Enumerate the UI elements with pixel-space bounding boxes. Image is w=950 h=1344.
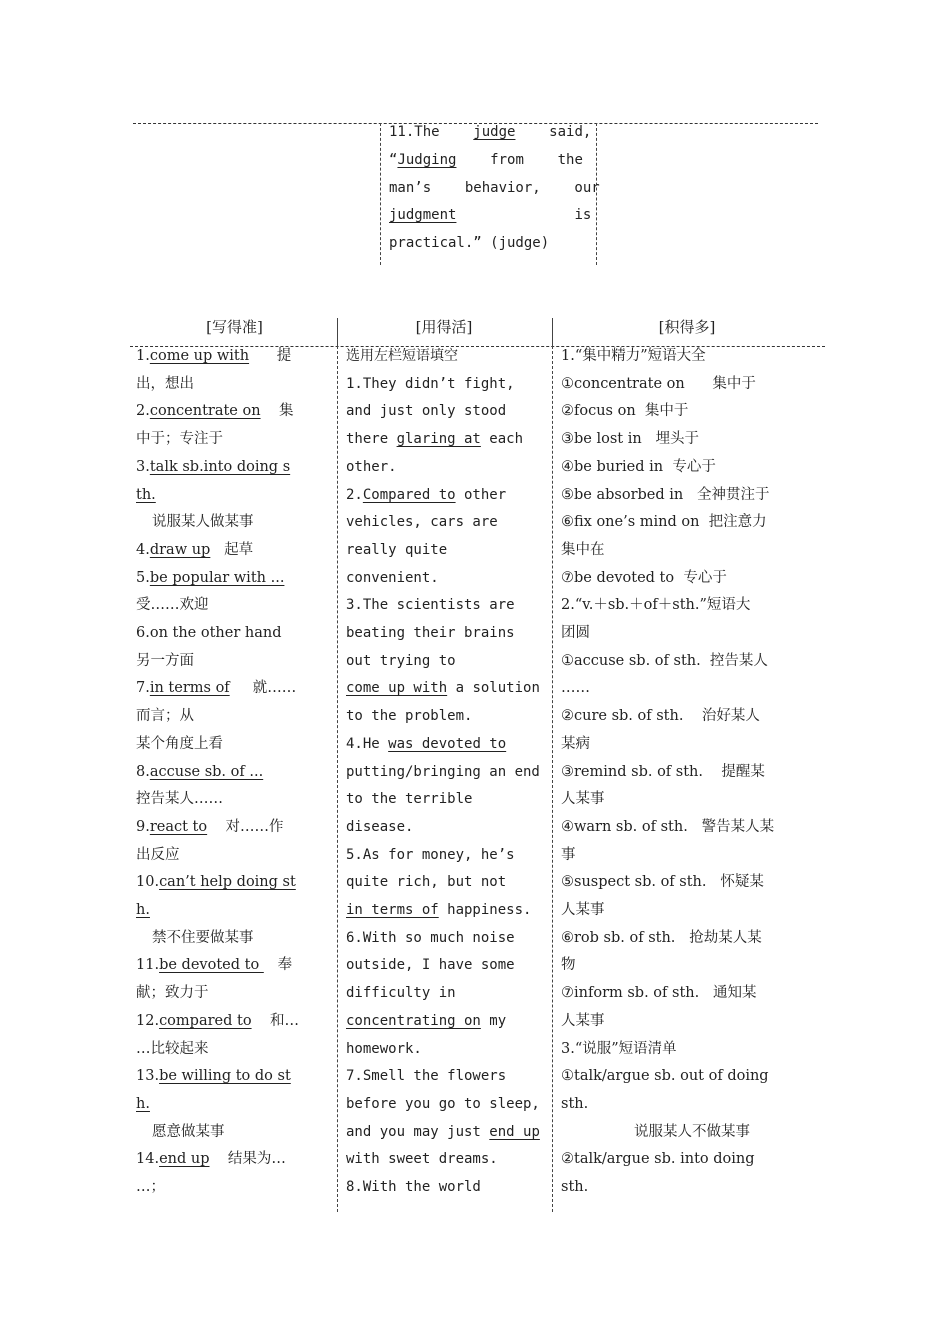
text-segment: 团圆 xyxy=(561,625,590,642)
text-segment: out trying to xyxy=(346,652,456,669)
text-segment: 人某事 xyxy=(561,902,605,919)
text-line xyxy=(561,1036,823,1064)
text-line xyxy=(136,1008,332,1036)
text-line xyxy=(136,454,332,482)
text-line xyxy=(561,869,823,897)
text-line xyxy=(561,592,823,620)
text-line xyxy=(136,592,332,620)
text-line xyxy=(346,786,548,814)
text-segment: 5. xyxy=(136,569,150,586)
text-segment: 献；致力于 xyxy=(136,985,209,1002)
answer-blank: be devoted to xyxy=(159,957,264,974)
header-col3: [积得多] xyxy=(658,318,716,336)
text-segment: quite rich, but not xyxy=(346,874,507,891)
text-segment: 4. xyxy=(136,541,150,558)
text-line xyxy=(136,675,332,703)
text-line xyxy=(346,1174,548,1202)
text-line xyxy=(561,759,823,787)
text-segment: 人某事 xyxy=(561,791,605,808)
text-line xyxy=(346,648,548,676)
text-line xyxy=(346,1036,548,1064)
text-line xyxy=(561,731,823,759)
text-segment: 禁不住要做某事 xyxy=(152,929,254,946)
text-segment: 14. xyxy=(136,1151,160,1168)
text-segment: there xyxy=(346,431,397,448)
text-line xyxy=(346,592,548,620)
text-segment: 2. xyxy=(136,403,150,420)
text-segment: vehicles, cars are xyxy=(346,514,498,531)
answer-blank: was devoted to xyxy=(388,735,507,752)
text-segment: 说服某人不做某事 xyxy=(634,1123,750,1140)
text-line xyxy=(561,842,823,870)
text-segment: 集中在 xyxy=(561,541,605,558)
text-segment: 中于；专注于 xyxy=(136,431,223,448)
text-line xyxy=(136,925,332,953)
text-segment: 10. xyxy=(136,874,160,891)
text-line xyxy=(561,620,823,648)
column-divider-2-body xyxy=(552,346,553,1212)
text-segment: to the terrible xyxy=(346,791,473,808)
answer-blank: concentrate on xyxy=(149,403,261,420)
text-segment: ④warn sb. of sth. 警告某人某 xyxy=(561,818,775,835)
text-segment: sth. xyxy=(561,1179,589,1196)
text-segment: and just only stood xyxy=(346,403,507,420)
text-segment: 提 xyxy=(249,348,292,364)
text-segment: …比较起来 xyxy=(136,1040,209,1057)
text-segment: 7.Smell the flowers xyxy=(346,1068,507,1085)
text-line xyxy=(136,1174,332,1202)
text-line xyxy=(136,648,332,676)
text-segment: 1. xyxy=(136,348,150,364)
text-segment: to the problem. xyxy=(346,708,473,725)
text-line xyxy=(561,897,823,925)
text-segment: 5.As for money, he’s xyxy=(346,846,515,863)
text-line xyxy=(346,952,548,980)
text-segment: 而言；从 xyxy=(136,708,194,725)
text-segment: ③be lost in 埋头于 xyxy=(561,431,700,448)
text-line xyxy=(561,1119,823,1147)
answer-blank: draw up xyxy=(149,541,211,558)
text-line xyxy=(561,786,823,814)
text-segment: other. xyxy=(346,458,397,475)
answer-blank: judge xyxy=(473,124,516,140)
text-line xyxy=(561,371,823,399)
text-segment: 8.With the world xyxy=(346,1179,481,1196)
text-segment: “ xyxy=(389,151,398,168)
text-line xyxy=(346,842,548,870)
text-line xyxy=(136,980,332,1008)
text-segment: from the xyxy=(456,151,583,168)
text-segment: ①talk/argue sb. out of doing xyxy=(561,1068,769,1085)
text-line xyxy=(346,925,548,953)
top-box-left-border xyxy=(380,123,381,265)
text-line xyxy=(346,703,548,731)
text-line xyxy=(136,1063,332,1091)
text-line xyxy=(136,620,332,648)
answer-blank: judgment xyxy=(389,207,457,224)
text-segment: …； xyxy=(136,1179,165,1196)
text-line xyxy=(346,565,548,593)
answer-blank: react to xyxy=(149,818,208,835)
text-segment: ⑥rob sb. of sth. 抢劫某人某 xyxy=(561,929,762,946)
text-line xyxy=(561,675,823,703)
text-line xyxy=(346,1091,548,1119)
text-segment: man’s behavior, our xyxy=(389,179,600,196)
text-line xyxy=(346,731,548,759)
text-line xyxy=(561,398,823,426)
answer-blank: can’t help doing st xyxy=(159,874,296,891)
text-segment: 事 xyxy=(561,846,576,863)
text-line xyxy=(389,147,589,175)
text-segment: ②cure sb. of sth. 治好某人 xyxy=(561,708,760,725)
answer-blank: Judging xyxy=(397,151,457,168)
text-segment: 11.The xyxy=(389,124,474,140)
text-segment: sth. xyxy=(561,1095,589,1112)
text-segment: each xyxy=(480,431,524,448)
text-segment: 愿意做某事 xyxy=(152,1123,225,1140)
text-segment: 奉 xyxy=(263,957,293,974)
text-segment: 6.With so much noise xyxy=(346,929,515,946)
text-line xyxy=(136,398,332,426)
text-line xyxy=(561,1146,823,1174)
text-segment: 3. xyxy=(136,458,150,475)
text-line xyxy=(561,952,823,980)
text-line xyxy=(136,1119,332,1147)
text-segment: ⑥fix one’s mind on 把注意力 xyxy=(561,514,767,531)
text-line xyxy=(389,230,589,258)
text-line xyxy=(136,759,332,787)
text-line xyxy=(346,454,548,482)
text-line xyxy=(561,537,823,565)
text-line xyxy=(561,343,823,371)
text-line xyxy=(346,1008,548,1036)
text-segment: 另一方面 xyxy=(136,652,194,669)
text-segment: happiness. xyxy=(438,902,532,919)
answer-blank: h. xyxy=(136,902,150,919)
text-segment: with sweet dreams. xyxy=(346,1151,498,1168)
text-line xyxy=(561,814,823,842)
text-segment: ③remind sb. of sth. 提醒某 xyxy=(561,763,765,780)
text-segment: and you may just xyxy=(346,1123,490,1140)
text-line xyxy=(346,620,548,648)
header-col2: [用得活] xyxy=(415,318,473,336)
text-line xyxy=(561,454,823,482)
text-line xyxy=(136,1091,332,1119)
text-line xyxy=(561,648,823,676)
text-segment: ②talk/argue sb. into doing xyxy=(561,1151,755,1168)
text-line xyxy=(346,869,548,897)
text-segment: 和… xyxy=(251,1012,299,1029)
text-segment: 就…… xyxy=(229,680,297,697)
text-line xyxy=(346,1119,548,1147)
text-segment: 2. xyxy=(346,486,363,503)
text-segment: 12. xyxy=(136,1012,160,1029)
text-segment: 结果为… xyxy=(209,1151,286,1168)
text-line xyxy=(136,786,332,814)
text-segment: 2.“v.＋sb.＋of＋sth.”短语大 xyxy=(561,597,751,614)
text-segment: 1.They didn’t fight, xyxy=(346,375,515,392)
text-segment: before you go to sleep, xyxy=(346,1095,540,1112)
text-segment: my xyxy=(480,1012,507,1029)
text-line xyxy=(136,482,332,510)
text-line xyxy=(346,897,548,925)
text-line xyxy=(561,925,823,953)
text-line xyxy=(561,1008,823,1036)
text-line xyxy=(136,814,332,842)
text-segment: ⑤suspect sb. of sth. 怀疑某 xyxy=(561,874,764,891)
text-segment: 起草 xyxy=(210,541,254,558)
text-segment: ⑤be absorbed in 全神贯注于 xyxy=(561,486,770,503)
answer-blank: end up xyxy=(159,1151,210,1168)
text-segment: disease. xyxy=(346,818,414,835)
text-line xyxy=(136,1036,332,1064)
text-line xyxy=(561,565,823,593)
text-segment: 出反应 xyxy=(136,846,180,863)
text-segment: ②focus on 集中于 xyxy=(561,403,689,420)
text-line xyxy=(136,509,332,537)
text-segment: 6.on the other hand xyxy=(136,625,282,642)
answer-blank: glaring at xyxy=(396,431,481,448)
text-line xyxy=(561,1174,823,1202)
column-divider-1-body xyxy=(337,346,338,1212)
text-line xyxy=(346,1063,548,1091)
text-line xyxy=(346,814,548,842)
text-line xyxy=(561,980,823,1008)
text-segment: beating their brains xyxy=(346,625,515,642)
text-line xyxy=(389,202,592,230)
text-segment: ④be buried in 专心于 xyxy=(561,458,716,475)
text-line xyxy=(136,869,332,897)
answer-blank: h. xyxy=(136,1095,150,1112)
text-segment: 1.“集中精力”短语大全 xyxy=(561,348,706,364)
text-line xyxy=(346,482,548,510)
answer-blank: be willing to do st xyxy=(159,1068,291,1085)
column-accumulate-more xyxy=(561,343,823,1202)
text-line xyxy=(346,759,548,787)
text-segment: really quite xyxy=(346,541,448,558)
text-line xyxy=(136,426,332,454)
text-line xyxy=(389,119,592,147)
text-segment: 集 xyxy=(260,403,294,420)
text-segment: 9. xyxy=(136,818,150,835)
text-segment: 选用左栏短语填空 xyxy=(346,348,458,364)
answer-blank: come up with xyxy=(149,348,250,364)
text-segment: 人某事 xyxy=(561,1012,605,1029)
text-segment: 某病 xyxy=(561,735,590,752)
answer-blank: compared to xyxy=(159,1012,252,1029)
text-segment: 11. xyxy=(136,957,160,974)
answer-blank: in terms of xyxy=(149,680,230,697)
text-segment: ⑦be devoted to 专心于 xyxy=(561,569,727,586)
answer-blank: be popular with ... xyxy=(149,569,285,586)
text-line xyxy=(136,897,332,925)
text-line xyxy=(561,1063,823,1091)
answer-blank: th. xyxy=(136,486,156,503)
text-segment: 某个角度上看 xyxy=(136,735,223,752)
text-line xyxy=(136,1146,332,1174)
text-segment: said, xyxy=(515,124,592,140)
column-divider-2 xyxy=(552,318,553,346)
text-line xyxy=(346,980,548,1008)
text-segment: ①accuse sb. of sth. 控告某人 xyxy=(561,652,768,669)
text-line xyxy=(561,509,823,537)
text-segment: …… xyxy=(561,680,590,697)
text-segment: 对……作 xyxy=(207,818,284,835)
text-segment: convenient. xyxy=(346,569,439,586)
text-line xyxy=(136,703,332,731)
text-line xyxy=(136,537,332,565)
text-line xyxy=(561,703,823,731)
answer-blank: come up with xyxy=(346,680,448,697)
text-segment: outside, I have some xyxy=(346,957,515,974)
text-segment: difficulty in xyxy=(346,985,456,1002)
text-segment: 控告某人…… xyxy=(136,791,223,808)
text-segment: a solution xyxy=(447,680,540,697)
text-segment: other xyxy=(455,486,507,503)
text-segment: homework. xyxy=(346,1040,422,1057)
text-line xyxy=(346,371,548,399)
text-line xyxy=(346,675,548,703)
text-line xyxy=(346,537,548,565)
text-line xyxy=(136,371,332,399)
column-divider-1 xyxy=(337,318,338,346)
text-segment: practical.” (judge) xyxy=(389,235,550,252)
text-line xyxy=(561,482,823,510)
column-use-flexibly xyxy=(346,343,548,1202)
text-line xyxy=(561,1091,823,1119)
text-line xyxy=(346,509,548,537)
text-segment: 8. xyxy=(136,763,150,780)
text-segment: ①concentrate on 集中于 xyxy=(561,375,756,392)
answer-blank: talk sb.into doing s xyxy=(149,458,291,475)
text-segment: 13. xyxy=(136,1068,160,1085)
text-segment: 物 xyxy=(561,957,576,974)
text-segment: 3.The scientists are xyxy=(346,597,515,614)
text-line xyxy=(346,398,548,426)
text-line xyxy=(136,952,332,980)
text-line xyxy=(389,175,600,203)
text-segment: 7. xyxy=(136,680,150,697)
text-segment: 3.“说服”短语清单 xyxy=(561,1040,677,1057)
answer-blank: accuse sb. of ... xyxy=(149,763,264,780)
text-line xyxy=(561,426,823,454)
header-col1: [写得准] xyxy=(206,318,263,336)
text-segment: putting/bringing an end xyxy=(346,763,540,780)
text-line xyxy=(136,565,332,593)
answer-blank: in terms of xyxy=(346,902,439,919)
column-write-accurately xyxy=(136,343,332,1202)
text-segment: 出，想出 xyxy=(136,375,194,392)
text-segment: 4.He xyxy=(346,735,389,752)
text-line xyxy=(346,343,548,371)
answer-blank: Compared to xyxy=(362,486,456,503)
text-line xyxy=(136,343,332,371)
text-line xyxy=(136,842,332,870)
answer-blank: end up xyxy=(489,1123,540,1140)
text-line xyxy=(346,426,548,454)
text-segment: 说服某人做某事 xyxy=(152,514,254,531)
text-segment: ⑦inform sb. of sth. 通知某 xyxy=(561,985,757,1002)
text-line xyxy=(346,1146,548,1174)
top-box-text xyxy=(389,119,600,258)
answer-blank: concentrating on xyxy=(346,1012,481,1029)
text-segment: 受……欢迎 xyxy=(136,597,209,614)
text-segment: is xyxy=(456,207,592,224)
text-line xyxy=(136,731,332,759)
